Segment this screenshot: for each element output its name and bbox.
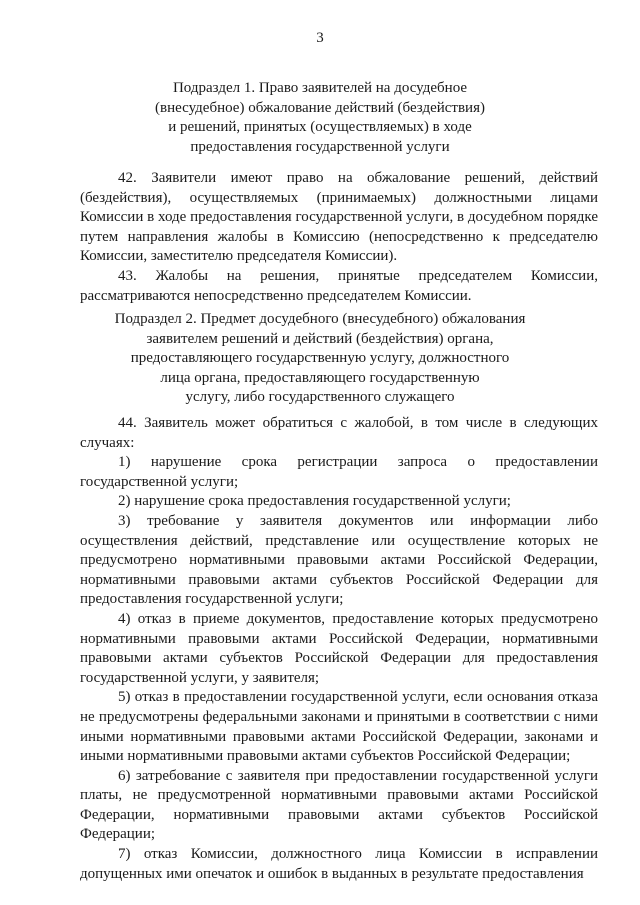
heading-line: услугу, либо государственного служащего: [185, 389, 455, 406]
heading-line: предоставляющего государственную услугу, должностного: [130, 350, 510, 367]
heading-line: предоставления государственной услуги: [190, 138, 450, 155]
list-item-4: 4) отказ в приеме документов, предоставление которых предусмотрено нормативными правовыми актами Российской Федерации, нормативными правовыми актами субъектов Российской Федерации для предоставления государственной услуги, у заявителя;: [80, 610, 598, 686]
list-item-2: 2) нарушение срока предоставления государственной услуги;: [118, 493, 511, 510]
paragraph-44: 44. Заявитель может обратиться с жалобой, в том числе в следующих случаях:: [80, 415, 598, 451]
section-1-body: [80, 169, 598, 306]
list-item-1: 1) нарушение срока регистрации запроса о предоставлении государственной услуги;: [80, 454, 598, 490]
section-2-body: [80, 414, 598, 884]
page-number: 3: [316, 30, 324, 46]
paragraph-42: 42. Заявители имеют право на обжалование решений, действий (бездействия), осуществляемых (принимаемых) должностными лицами Комиссии в ходе предоставления государственной услуги, в досудебном порядке путем направления жалобы в Комиссию (непосредственно к председателю Комиссии, заместителю председателя Комиссии).: [80, 170, 598, 265]
heading-line: Подраздел 2. Предмет досудебного (внесудебного) обжалования: [114, 311, 526, 327]
heading-line: Подраздел 1. Право заявителей на досудебное: [172, 80, 468, 96]
list-item-5: 5) отказ в предоставлении государственной услуги, если основания отказа не предусмотрены федеральными законами и принятыми в соответствии с ними иными нормативными правовыми актами Российской Федерации, законами и иными нормативными правовыми актами субъектов Российской Федерации;: [80, 689, 598, 765]
list-item-7: 7) отказ Комиссии, должностного лица Комиссии в исправлении допущенных ими опечаток и ошибок в выданных в результате предоставления: [80, 846, 598, 882]
heading-line: лица органа, предоставляющего государственную: [160, 369, 480, 386]
list-item-3: 3) требование у заявителя документов или информации либо осуществления действий, представление или осуществление которых не предусмотрено нормативными правовыми актами Российской Федерации, нормативными правовыми актами субъектов Российской Федерации для предоставления государственной услуги;: [80, 512, 598, 608]
subsection-2-heading: [60, 310, 580, 408]
paragraph-43: 43. Жалобы на решения, принятые председателем Комиссии, рассматриваются непосредственно председателем Комиссии.: [80, 267, 598, 304]
list-item-6: 6) затребование с заявителя при предоставлении государственной услуги платы, не предусмотренной нормативными правовыми актами Российской Федерации, нормативными правовыми актами субъектов Российской Федерации;: [80, 767, 598, 843]
heading-line: (внесудебное) обжалование действий (бездействия): [155, 99, 485, 116]
heading-line: заявителем решений и действий (бездействия) органа,: [146, 330, 494, 347]
heading-line: и решений, принятых (осуществляемых) в ходе: [168, 119, 472, 136]
subsection-1-heading: [60, 79, 580, 157]
